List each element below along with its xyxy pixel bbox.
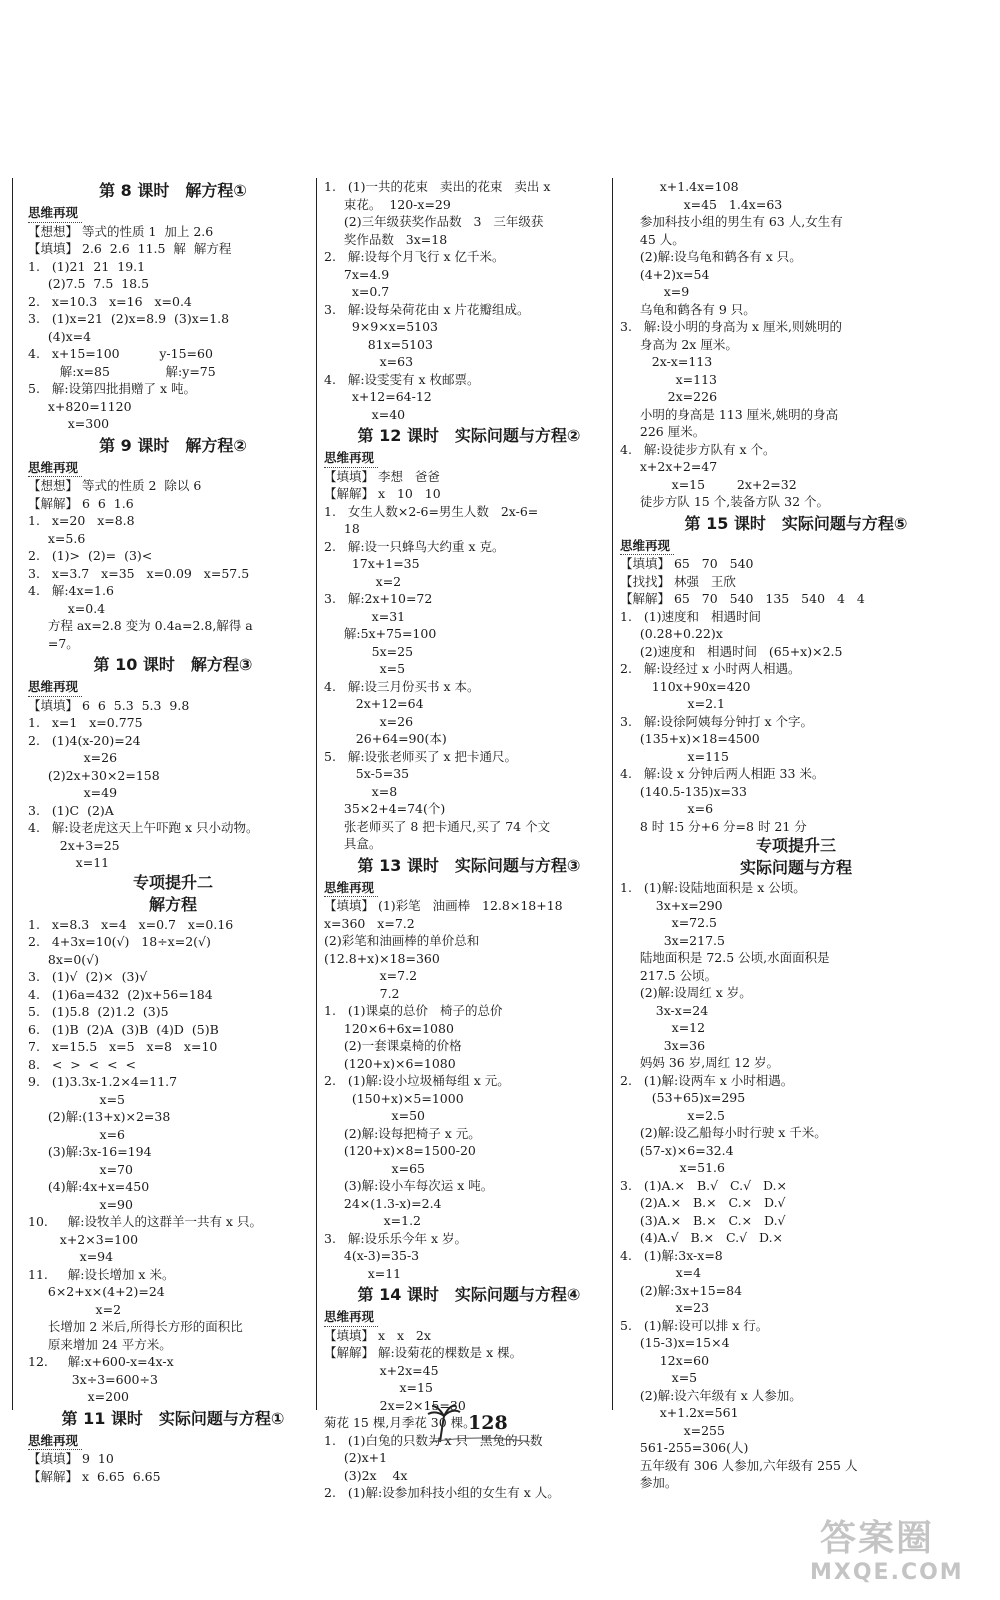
answer-line: 【填填】 6 6 5.3 5.3 9.8 [28,697,190,713]
answer-line: 12. 解:x+600-x=4x-x [28,1354,174,1369]
watermark-text: 答案圈 [820,1518,935,1559]
answer-line: x=2 [28,1301,122,1317]
answer-line: x=8 [324,783,398,799]
answer-line: x=2 [324,573,402,589]
answer-line: (2)7.5 7.5 18.5 [28,276,150,291]
answer-line: x=6 [620,801,714,816]
answer-line: 5. (1)5.8 (2)1.2 (3)5 [28,1004,169,1019]
subsection-label: 思维再现 [28,204,82,223]
answer-line: 3. (1)√ (2)× (3)√ [28,969,148,984]
answer-line: 9×9×x=5103 [324,319,439,334]
answer-line: (2)A.× B.× C.× D.√ [620,1195,786,1210]
answer-line: 8. < > < < < [28,1056,137,1072]
answer-line: x+1.2x=561 [620,1405,739,1420]
subsection-label: 思维再现 [28,1432,82,1451]
answer-line: 解:x=85 解:y=75 [28,363,216,379]
answer-line: 17x+1=35 [324,556,420,571]
answer-line: x=70 [28,1161,133,1177]
answer-line: x=15 2x+2=32 [620,476,797,492]
answer-line: 【填填】 (1)彩笔 油画棒 12.8×18+18 [324,898,563,913]
subsection-wrap [28,676,318,697]
answer-line: x=51.6 [620,1160,725,1175]
answer-line: 3. (1)C (2)A [28,802,114,818]
answer-line: 【解解】 解:设菊花的棵数是 x 棵。 [324,1345,523,1360]
answer-line: 1. (1)解:设陆地面积是 x 公顷。 [620,880,806,895]
answer-line: 【填填】 2.6 2.6 11.5 解 解方程 [28,241,232,256]
lesson-heading: 第 9 课时 解方程② [99,435,247,455]
answer-line: 小明的身高是 113 厘米,姚明的身高 [620,406,839,422]
answer-line: x+820=1120 [28,398,132,414]
answer-line: 12x=60 [620,1352,710,1368]
answer-line: x=2.5 [620,1107,725,1123]
answer-line: 1. x=20 x=8.8 [28,513,135,528]
answer-line: x=11 [324,1265,402,1281]
answer-line: x=6 [28,1126,125,1142]
answer-line: (0.28+0.22)x [620,626,723,641]
answer-line: (2)x+1 [324,1450,388,1465]
answer-line: 3. 解:设小明的身高为 x 厘米,则姚明的 [620,319,843,334]
answer-line: 4. 解:设雯雯有 x 枚邮票。 [324,371,480,387]
answer-column-2 [324,178,614,1502]
answer-line: 3. 解:设徐阿姨每分钟打 x 个字。 [620,713,814,729]
answer-line: 【解解】 x 6.65 6.65 [28,1468,161,1484]
answer-line: 3. (1)A.× B.√ C.√ D.× [620,1177,787,1193]
answer-line: 5x=25 [324,643,414,659]
answer-line: 1. (1)21 21 19.1 [28,258,146,274]
section-heading: 实际问题与方程 [739,858,852,877]
answer-line: 【填填】 x x 2x [324,1327,431,1343]
answer-line: 3. 解:设每朵荷花由 x 片花瓣组成。 [324,301,530,317]
subsection-label: 思维再现 [28,459,82,478]
answer-line: 35×2+4=74(个) [324,801,446,816]
answer-line: 6. (1)B (2)A (3)B (4)D (5)B [28,1021,219,1037]
answer-line: 乌龟和鹤各有 9 只。 [620,301,756,317]
answer-line: (12.8+x)×18=360 [324,950,440,966]
answer-line: =7。 [28,635,79,651]
answer-line: 4. x+15=100 y-15=60 [28,346,213,361]
answer-line: 11. 解:设长增加 x 米。 [28,1266,175,1282]
answer-line: x+2x+2=47 [620,459,718,474]
answer-line: 2. (1)解:设两车 x 小时相遇。 [620,1072,794,1088]
answer-line: x=4 [620,1265,702,1280]
answer-line: 【填填】 9 10 [28,1451,114,1466]
answer-line: 6×2+x×(4+2)=24 [28,1284,165,1299]
answer-line: 9. (1)3.3x-1.2×4=11.7 [28,1074,178,1089]
answer-line: 81x=5103 [324,336,433,352]
answer-line: (2)2x+30×2=158 [28,767,160,783]
answer-line: 参加科技小组的男生有 63 人,女生有 [620,214,843,229]
lesson-heading: 第 12 课时 实际问题与方程② [357,426,581,445]
subsection-label: 思维再现 [28,678,82,697]
answer-line: 菊花 15 棵,月季花 30 棵。 [324,1415,476,1430]
answer-line: 4. (1)6a=432 (2)x+56=184 [28,986,213,1002]
answer-line: 4. 解:设三月份买书 x 本。 [324,678,480,694]
answer-line: (2)解:设乌龟和鹤各有 x 只。 [620,249,802,264]
answer-line: (4)解:4x+x=450 [28,1179,150,1194]
lesson-heading: 第 8 课时 解方程① [99,181,247,200]
answer-line: x=23 [620,1300,710,1315]
answer-line: 陆地面积是 72.5 公顷,水面面积是 [620,950,830,965]
page-number-badge [420,1404,540,1444]
answer-line: x=113 [620,371,718,387]
answer-line: x+1.4x=108 [620,179,739,194]
answer-line: 解:5x+75=100 [324,626,437,641]
answer-line: 2x=226 [620,389,718,404]
answer-line: x=9 [620,284,690,299]
watermark-logo [790,1510,990,1595]
answer-line: 5. 解:设第四批捐赠了 x 吨。 [28,381,197,396]
answer-line: 5x-5=35 [324,766,410,781]
answer-line: 2x=2×15=30 [324,1397,466,1413]
subsection-wrap [28,202,318,223]
answer-line: x=40 [324,406,406,422]
answer-line: 1. x=1 x=0.775 [28,715,143,730]
answer-line: 4. 解:设老虎这天上午吓跑 x 只小动物。 [28,820,259,835]
answer-line: (2)解:设六年级有 x 人参加。 [620,1387,802,1403]
answer-column-1 [28,178,318,1485]
answer-line: 2. x=10.3 x=16 x=0.4 [28,293,192,309]
subsection-label: 思维再现 [324,449,378,468]
answer-line: 2. (1)解:设小垃圾桶每组 x 元。 [324,1073,510,1088]
answer-line: x=2.1 [620,696,725,711]
answer-line: (3)解:3x-16=194 [28,1144,152,1159]
subsection-wrap [324,447,614,468]
answer-line: (2)一套课桌椅的价格 [324,1038,462,1053]
answer-line: 奖作品数 3x=18 [324,231,448,247]
answer-line: 徒步方队 15 个,装备方队 32 个。 [620,494,830,509]
answer-line: 张老师买了 8 把卡通尺,买了 74 个文 [324,818,551,834]
answer-line: 3x=36 [620,1037,706,1053]
section-heading: 解方程 [148,894,197,914]
answer-line: 2x+12=64 [324,696,424,711]
answer-line: 120×6+6x=1080 [324,1020,454,1036]
subsection-wrap [28,457,318,478]
answer-line: x=255 [620,1422,725,1438]
answer-line: x=360 x=7.2 [324,915,415,931]
answer-line: 2. 4+3x=10(√) 18÷x=2(√) [28,934,211,949]
answer-line: 具盒。 [324,836,382,851]
answer-line: x=50 [324,1108,425,1123]
answer-line: 1. 女生人数×2-6=男生人数 2x-6= [324,503,539,519]
answer-line: 2x+3=25 [28,837,120,853]
answer-line: 2x-x=113 [620,354,713,369]
page-number: 128 [468,1412,508,1434]
subsection-wrap [324,1306,614,1327]
answer-line: (2)解:设周红 x 岁。 [620,985,752,1000]
answer-line: x=5 [620,1370,698,1385]
answer-line: 3. 解:设乐乐今年 x 岁。 [324,1230,468,1246]
answer-line: 7x=4.9 [324,266,390,282]
answer-line: 1. (1)速度和 相遇时间 [620,608,761,624]
answer-line: 4. 解:4x=1.6 [28,583,114,598]
answer-line: (2)三年级获奖作品数 3 三年级获 [324,214,544,229]
answer-line: 3x+x=290 [620,897,723,913]
answer-line: 参加。 [620,1475,678,1490]
answer-line: x=7.2 [324,968,418,983]
answer-line: (2)解:3x+15=84 [620,1282,743,1298]
answer-line: 5. 解:设张老师买了 x 把卡通尺。 [324,748,518,764]
answer-line: 【解解】 65 70 540 135 540 4 4 [620,591,865,606]
answer-line: x=94 [28,1249,114,1264]
answer-line: 3. (1)x=21 (2)x=8.9 (3)x=1.8 [28,311,230,326]
section-heading: 专项提升二 [132,872,213,892]
answer-column-3 [620,178,972,1492]
answer-line: (4)A.√ B.× C.√ D.× [620,1230,784,1245]
answer-line: (2)速度和 相遇时间 (65+x)×2.5 [620,643,843,659]
lesson-heading: 第 10 课时 解方程③ [93,655,253,674]
answer-line: (15-3)x=15×4 [620,1335,730,1350]
answer-line: x=0.7 [324,284,390,299]
answer-line: 妈妈 36 岁,周红 12 岁。 [620,1055,780,1070]
answer-line: 【想想】 等式的性质 1 加上 2.6 [28,223,214,239]
answer-line: 226 厘米。 [620,424,706,439]
answer-line: 5. (1)解:设可以排 x 行。 [620,1317,769,1333]
answer-line: 3x÷3=600÷3 [28,1371,158,1387]
subsection-label: 思维再现 [620,537,674,556]
answer-line: 2. (1)解:设参加科技小组的女生有 x 人。 [324,1485,560,1500]
answer-line: 4. (1)解:3x-x=8 [620,1247,723,1263]
answer-line: x=26 [28,750,118,765]
answer-line: 3. 解:2x+10=72 [324,591,433,606]
answer-line: 45 人。 [620,231,685,247]
answer-line: 1. (1)一共的花束 卖出的花束 卖出 x [324,179,551,194]
answer-line: 【解解】 x 10 10 [324,486,441,501]
answer-line: x=5 [28,1091,125,1107]
answer-line: 身高为 2x 厘米。 [620,336,738,352]
answer-line: x+2x=45 [324,1362,439,1378]
answer-line: (150+x)×5=1000 [324,1090,464,1106]
subsection-wrap [324,877,614,898]
answer-line: x=72.5 [620,915,718,930]
subsection-label: 思维再现 [324,879,378,898]
answer-line: (2)彩笔和油画棒的单价总和 [324,933,480,948]
subsection-wrap [28,1430,318,1451]
answer-line: 4(x-3)=35-3 [324,1248,420,1263]
answer-line: x=15 [324,1380,433,1395]
answer-line: 10. 解:设牧羊人的这群羊一共有 x 只。 [28,1214,262,1229]
answer-line: x=45 1.4x=63 [620,196,783,212]
answer-line: (4+2)x=54 [620,266,710,282]
answer-line: 【填填】 李想 爸爸 [324,468,440,484]
answer-line: 561-255=306(人) [620,1440,749,1455]
answer-line: (2)解:设乙船每小时行驶 x 千米。 [620,1125,827,1140]
answer-line: 1. x=8.3 x=4 x=0.7 x=0.16 [28,916,234,932]
answer-line: (3)2x 4x [324,1467,408,1483]
answer-line: (3)A.× B.× C.× D.√ [620,1212,786,1228]
watermark-url: MXQE.COM [810,1560,964,1585]
answer-line: x=49 [28,785,118,800]
answer-line: 【填填】 65 70 540 [620,556,754,571]
answer-line: x=0.4 [28,600,106,616]
answer-line: 4. 解:设 x 分钟后两人相距 33 米。 [620,766,825,781]
answer-line: (57-x)×6=32.4 [620,1142,734,1158]
answer-line: x=11 [28,855,110,870]
answer-line: 26+64=90(本) [324,731,447,746]
answer-line: 217.5 公顷。 [620,967,718,983]
answer-line: 束花。 120-x=29 [324,196,451,212]
answer-line: 7.2 [324,985,400,1001]
answer-line: 【找找】 林强 王欣 [620,573,736,589]
answer-line: 2. 解:设每个月飞行 x 亿千米。 [324,249,505,264]
answer-line: 4. 解:设徒步方队有 x 个。 [620,441,776,457]
lesson-heading: 第 15 课时 实际问题与方程⑤ [684,513,908,533]
answer-line: x=115 [620,748,729,764]
answer-line: 2. (1)> (2)= (3)< [28,548,153,563]
answer-line: 2. 解:设经过 x 小时两人相遇。 [620,661,801,676]
answer-line: x=65 [324,1160,425,1176]
answer-line: 1. (1)白兔的只数为 x 只 黑兔的只数 [324,1432,543,1448]
answer-line: x=12 [620,1020,706,1035]
answer-line: 2. 解:设一只蜂鸟大约重 x 克。 [324,538,505,554]
answer-line: (3)解:设小车每次运 x 吨。 [324,1178,494,1193]
answer-line: x+2×3=100 [28,1231,139,1247]
subsection-label: 思维再现 [324,1308,378,1327]
answer-line: x=5 [324,661,406,676]
answer-line: 8x=0(√) [28,951,100,967]
answer-line: (4)x=4 [28,328,92,344]
answer-line: x=300 [28,416,110,431]
left-margin-rule [12,178,13,1410]
answer-line: (120+x)×8=1500-20 [324,1143,476,1158]
answer-line: 3x=217.5 [620,932,725,948]
answer-line: 110x+90x=420 [620,678,751,694]
answer-line: x=26 [324,713,414,729]
lesson-heading: 第 13 课时 实际问题与方程③ [357,855,581,875]
answer-line: x=63 [324,354,414,369]
answer-line: (2)解:设每把椅子 x 元。 [324,1125,481,1141]
answer-line: x=31 [324,608,406,624]
answer-line: 1. (1)课桌的总价 椅子的总价 [324,1003,503,1018]
answer-line: (140.5-135)x=33 [620,783,747,799]
lesson-heading: 第 14 课时 实际问题与方程④ [357,1285,581,1304]
answer-line: 方程 ax=2.8 变为 0.4a=2.8,解得 a [28,618,253,633]
answer-line: 3. x=3.7 x=35 x=0.09 x=57.5 [28,565,250,581]
answer-line: 五年级有 306 人参加,六年级有 255 人 [620,1457,858,1473]
answer-line: x+12=64-12 [324,389,432,404]
answer-line: 18 [324,521,360,536]
answer-line: x=90 [28,1196,133,1212]
answer-line: 8 时 15 分+6 分=8 时 21 分 [620,818,807,834]
answer-line: (2)解:(13+x)×2=38 [28,1109,171,1124]
answer-line: (135+x)×18=4500 [620,731,760,746]
answer-line: 3x-x=24 [620,1002,709,1018]
answer-line: 24×(1.3-x)=2.4 [324,1195,442,1211]
answer-line: 7. x=15.5 x=5 x=8 x=10 [28,1039,218,1054]
answer-line: 2. (1)4(x-20)=24 [28,732,141,748]
answer-line: 原来增加 24 平方米。 [28,1336,172,1352]
answer-line: (120+x)×6=1080 [324,1055,456,1071]
answer-line: 长增加 2 米后,所得长方形的面积比 [28,1319,243,1334]
answer-line: 【想想】 等式的性质 2 除以 6 [28,478,202,493]
answer-line: (53+65)x=295 [620,1090,746,1105]
answer-line: 【解解】 6 6 1.6 [28,495,134,511]
section-heading: 专项提升三 [755,836,836,855]
subsection-wrap [620,535,972,556]
answer-line: x=1.2 [324,1213,422,1228]
answer-line: x=200 [28,1389,129,1404]
answer-line: x=5.6 [28,530,86,546]
lesson-heading: 第 11 课时 实际问题与方程① [61,1408,285,1428]
